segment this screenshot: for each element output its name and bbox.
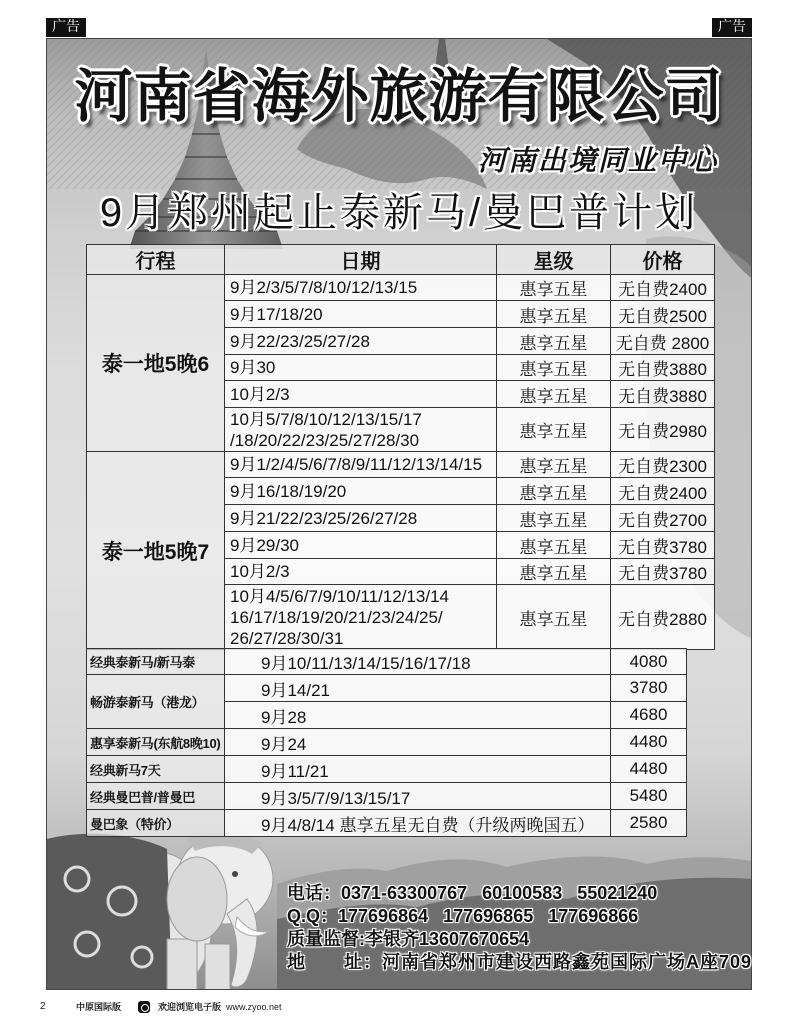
date-cell: 9月2/3/5/7/8/10/12/13/15: [225, 275, 497, 301]
price-cell: 无自费2980: [611, 408, 715, 452]
star-cell: 惠享五星: [497, 355, 611, 381]
page-footer: [0, 1000, 800, 1014]
package-route-cell: 畅游泰新马（港龙）: [87, 675, 225, 729]
phone-line: [287, 882, 757, 905]
package-price-cell: 2580: [611, 810, 687, 837]
phone-label: 电话：: [287, 883, 341, 903]
star-cell: 惠享五星: [497, 585, 611, 650]
edition-name: 中原国际版: [76, 1002, 122, 1012]
price-cell: 无自费3880: [611, 355, 715, 381]
package-date-cell: 9月28: [225, 702, 611, 729]
supervision-line: [287, 928, 757, 951]
promo-text: 欢迎浏览电子版: [158, 1002, 222, 1012]
star-cell: 惠享五星: [497, 408, 611, 452]
package-price-cell: 4680: [611, 702, 687, 729]
header-star: 星级: [497, 245, 611, 275]
address-value: 河南省郑州市建设西路鑫苑国际广场A座709: [382, 952, 753, 972]
package-route-cell: 经典曼巴普/普曼巴: [87, 783, 225, 810]
package-price-cell: 5480: [611, 783, 687, 810]
route-cell: 泰一地5晚7: [87, 452, 225, 650]
star-cell: 惠享五星: [497, 301, 611, 328]
date-cell: 9月21/22/23/25/26/27/28: [225, 505, 497, 532]
elephant-leg: [167, 939, 197, 990]
star-cell: 惠享五星: [497, 478, 611, 505]
price-cell: 无自费2500: [611, 301, 715, 328]
package-date-cell: 9月3/5/7/9/13/15/17: [225, 783, 611, 810]
package-date-cell: 9月4/8/14 惠享五星无自费（升级两晚国五）: [225, 810, 611, 837]
newspaper-logo-icon: [138, 1001, 150, 1013]
subtitle: 河南出境同业中心: [478, 144, 719, 177]
elephant-eye: [232, 871, 238, 877]
header-date: 日期: [225, 245, 497, 275]
price-cell: 无自费2400: [611, 275, 715, 301]
star-cell: 惠享五星: [497, 381, 611, 408]
schedule-table: [86, 244, 715, 650]
website-url: www.zyoo.net: [226, 1002, 282, 1012]
package-route-cell: 经典新马7天: [87, 756, 225, 783]
star-cell: 惠享五星: [497, 275, 611, 301]
supervision-contact: 李银齐13607670654: [365, 929, 530, 949]
contact-block: [287, 882, 757, 974]
package-row: [87, 810, 687, 837]
address-label: 地 址：: [287, 952, 382, 972]
ad-label-right: 广告: [712, 18, 752, 37]
package-route-cell: 经典泰新马/新马泰: [87, 649, 225, 675]
star-cell: 惠享五星: [497, 532, 611, 559]
price-cell: 无自费3780: [611, 559, 715, 585]
qq-numbers: 177696864 177696865 177696866: [338, 906, 639, 926]
package-date-cell: 9月24: [225, 729, 611, 756]
price-cell: 无自费2300: [611, 452, 715, 478]
qq-label: Q.Q：: [287, 906, 339, 926]
date-cell: 9月29/30: [225, 532, 497, 559]
package-price-cell: 4480: [611, 729, 687, 756]
package-date-cell: 9月14/21: [225, 675, 611, 702]
date-cell: 9月30: [225, 355, 497, 381]
elephant-ear: [167, 857, 227, 941]
header-price: 价格: [611, 245, 715, 275]
package-route-cell: 曼巴象（特价）: [87, 810, 225, 837]
supervision-label: 质量监督:: [287, 929, 365, 949]
qq-line: [287, 905, 757, 928]
schedule-header-row: [87, 245, 715, 275]
plan-title: 9月郑州起止泰新马/曼巴普计划: [99, 191, 699, 235]
price-cell: 无自费2700: [611, 505, 715, 532]
package-price-cell: 4480: [611, 756, 687, 783]
star-cell: 惠享五星: [497, 452, 611, 478]
elephant-trunk: [227, 899, 257, 987]
schedule-row: [87, 452, 715, 478]
star-cell: 惠享五星: [497, 559, 611, 585]
package-price-cell: 4080: [611, 649, 687, 675]
date-cell: 10月5/7/8/10/12/13/15/17 /18/20/22/23/25/27/28/30: [225, 408, 497, 452]
date-cell: 10月2/3: [225, 381, 497, 408]
ad-label-left: 广告: [46, 18, 86, 37]
header-route: 行程: [87, 245, 225, 275]
phone-numbers: 0371-63300767 60100583 55021240: [341, 883, 658, 903]
package-row: [87, 783, 687, 810]
package-row: [87, 729, 687, 756]
package-row: [87, 675, 687, 702]
address-line: [287, 951, 757, 974]
route-cell: 泰一地5晚6: [87, 275, 225, 452]
price-cell: 无自费3880: [611, 381, 715, 408]
company-name: 河南省海外旅游有限公司: [74, 64, 724, 129]
package-table: [86, 648, 687, 837]
page-number: 2: [40, 1001, 46, 1012]
date-cell: 9月1/2/4/5/6/7/8/9/11/12/13/14/15: [225, 452, 497, 478]
package-route-cell: 惠享泰新马(东航8晚10): [87, 729, 225, 756]
date-cell: 9月16/18/19/20: [225, 478, 497, 505]
package-date-cell: 9月10/11/13/14/15/16/17/18: [225, 649, 611, 675]
date-cell: 9月17/18/20: [225, 301, 497, 328]
package-price-cell: 3780: [611, 675, 687, 702]
star-cell: 惠享五星: [497, 328, 611, 355]
price-cell: 无自费2880: [611, 585, 715, 650]
package-date-cell: 9月11/21: [225, 756, 611, 783]
star-cell: 惠享五星: [497, 505, 611, 532]
elephant-leg: [205, 944, 230, 990]
price-cell: 无自费3780: [611, 532, 715, 559]
date-cell: 10月4/5/6/7/9/10/11/12/13/14 16/17/18/19/20/21/23/24/25/ 26/27/28/30/31: [225, 585, 497, 650]
elephant-saddle-cloth: [47, 834, 172, 990]
price-cell: 无自费2400: [611, 478, 715, 505]
package-row: [87, 649, 687, 675]
schedule-row: [87, 275, 715, 301]
package-row: [87, 756, 687, 783]
date-cell: 10月2/3: [225, 559, 497, 585]
date-cell: 9月22/23/25/27/28: [225, 328, 497, 355]
price-cell: 无自费 2800: [611, 328, 715, 355]
elephant-image: [47, 832, 273, 990]
